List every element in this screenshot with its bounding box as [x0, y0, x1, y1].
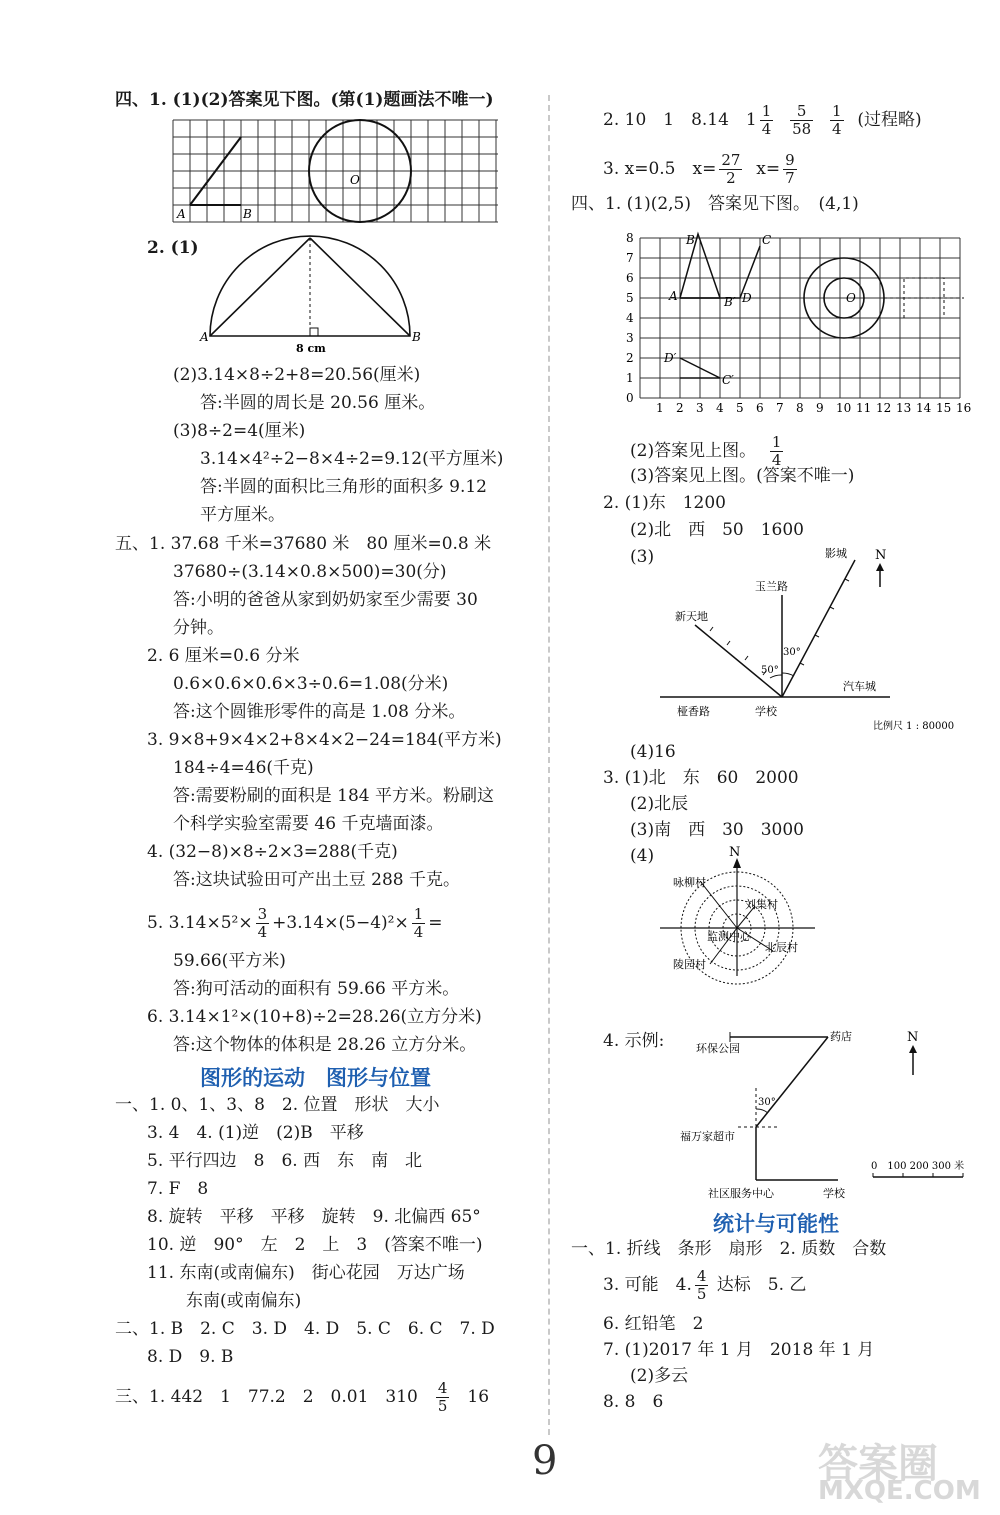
- s5-q5-fraction-1-num: 3: [257, 905, 268, 923]
- map1-angle30: 30°: [783, 647, 801, 658]
- map1-yingcheng: 影城: [825, 547, 847, 560]
- p2-q1: 二、1. B 2. C 3. D 4. D 5. C 6. C 7. D: [115, 1319, 495, 1339]
- s5-q1-answer-cont: 分钟。: [173, 618, 224, 638]
- r-q2-fraction-2-num: 5: [790, 103, 813, 121]
- semicircle-figure: [200, 238, 420, 356]
- s5-q5-fraction-1: [256, 906, 270, 941]
- r4-q1-part2-fraction-num: 1: [771, 433, 782, 451]
- coord-label-a: A: [669, 289, 678, 303]
- r4-q4: 4. 示例:: [603, 1031, 665, 1051]
- r4-q3-part4: (4): [630, 846, 655, 866]
- x-tick-label: 1: [656, 401, 664, 415]
- s5-q4-answer: 答:这块试验田可产出土豆 288 千克。: [173, 870, 460, 890]
- s5-q5-fraction-2: [412, 906, 426, 941]
- r4-q2-part4: (4)16: [630, 742, 676, 762]
- r-q3: [603, 152, 800, 187]
- s5-q2-calc: 0.6×0.6×0.6×3÷0.6=1.08(分米): [173, 674, 449, 694]
- coord-label-b-prime: B′: [724, 295, 736, 309]
- s5-q3-answer-cont: 个科学实验室需要 46 千克墙面漆。: [173, 814, 444, 834]
- semicircle-label-a: A: [200, 330, 209, 344]
- page-number: 9: [532, 1438, 558, 1484]
- r4-q2-part1: 2. (1)东 1200: [603, 493, 726, 513]
- r-q3-fraction-2-num: 9: [785, 151, 795, 169]
- r-q2-fraction-1-den: 4: [761, 120, 772, 138]
- s5-q5-part-c: =: [428, 913, 443, 933]
- r4-q1-part2-text: (2)答案见上图。: [630, 441, 757, 461]
- r4-q3-part2: (2)北辰: [630, 794, 689, 814]
- p3-q1-part-b: 16: [467, 1387, 490, 1407]
- t1-q1: 一、1. 折线 条形 扇形 2. 质数 合数: [571, 1239, 887, 1259]
- r-q2-fraction-3-num: 1: [832, 102, 842, 120]
- direction-map-2: [655, 846, 825, 984]
- s5-q5-result: 59.66(平方米): [173, 951, 286, 971]
- r-q3-fraction-1: [719, 152, 742, 187]
- q2-part2: (2)3.14×8÷2+8=20.56(厘米): [173, 365, 421, 385]
- map3-fuwanjia: 福万家超市: [680, 1130, 735, 1143]
- r4-q1-part3: (3)答案见上图。(答案不唯一): [630, 466, 855, 486]
- y-tick-label: 0: [626, 391, 634, 405]
- s5-q3: 3. 9×8+9×4×2+8×4×2−24=184(平方米): [147, 730, 502, 750]
- p1-q1: 一、1. 0、1、3、8 2. 位置 形状 大小: [115, 1095, 440, 1115]
- r-q3-fraction-2: [783, 152, 797, 187]
- y-tick-label: 7: [626, 251, 634, 265]
- p1-q10: 10. 逆 90° 左 2 上 3 (答案不唯一): [147, 1235, 483, 1255]
- x-tick-label: 8: [796, 401, 804, 415]
- y-tick-label: 3: [626, 331, 634, 345]
- r4-q3-part3: (3)南 西 30 3000: [630, 820, 804, 840]
- map2-yongliucun: 咏柳村: [673, 876, 706, 889]
- watermark-cn: 答案圈: [818, 1441, 938, 1487]
- p1-q11: 11. 东南(或南偏东) 街心花园 万达广场: [147, 1263, 465, 1283]
- coord-label-d: D: [742, 291, 752, 305]
- s5-q1-calc: 37680÷(3.14×0.8×500)=30(分): [173, 562, 447, 582]
- p1-q8: 8. 旋转 平移 平移 旋转 9. 北偏西 65°: [147, 1207, 481, 1227]
- s5-q2-answer: 答:这个圆锥形零件的高是 1.08 分米。: [173, 702, 466, 722]
- map2-lingyuancun: 陵园村: [673, 958, 706, 971]
- map3-scale: 0 100 200 300 米: [871, 1161, 965, 1172]
- p2-q8: 8. D 9. B: [147, 1347, 234, 1367]
- r4-q1-part2-fraction-den: 4: [771, 451, 782, 469]
- s5-q3-answer: 答:需要粉刷的面积是 184 平方米。粉刷这: [173, 786, 494, 806]
- p3-q1-fraction: [436, 1380, 450, 1415]
- grid-label-a: A: [177, 207, 186, 221]
- map3-angle30: 30°: [758, 1097, 776, 1108]
- t1-q3-part-b: 达标 5. 乙: [716, 1275, 807, 1295]
- s5-q2: 2. 6 厘米=0.6 分米: [147, 646, 300, 666]
- p3-q1: [115, 1380, 489, 1415]
- x-tick-label: 4: [716, 401, 724, 415]
- x-tick-label: 9: [816, 401, 824, 415]
- map1-xuexiao: 学校: [755, 705, 777, 718]
- map3-north: N: [907, 1030, 919, 1045]
- p3-q1-part-a: 三、1. 442 1 77.2 2 0.01 310: [115, 1387, 418, 1407]
- x-tick-label: 11: [856, 401, 872, 415]
- r-q2-fraction-1: [760, 103, 774, 138]
- r-q3-part-a: 3. x=0.5 x=: [603, 159, 717, 179]
- t1-q3-fraction-num: 4: [696, 1267, 707, 1285]
- t1-q3-fraction-den: 5: [696, 1285, 707, 1303]
- r4-q1-part2-fraction: [770, 434, 784, 469]
- r-q2-fraction-1-num: 1: [761, 102, 772, 120]
- r-q2-fraction-2: [790, 103, 813, 138]
- r4-q3-part1: 3. (1)北 东 60 2000: [603, 768, 799, 788]
- map1-scale: 比例尺 1 : 80000: [873, 721, 955, 732]
- x-tick-label: 6: [756, 401, 764, 415]
- s5-q6: 6. 3.14×1²×(10+8)÷2=28.26(立方分米): [147, 1007, 482, 1027]
- y-tick-label: 5: [626, 291, 634, 305]
- t1-q7: 7. (1)2017 年 1 月 2018 年 1 月: [603, 1340, 875, 1360]
- x-tick-label: 2: [676, 401, 684, 415]
- s5-q5-part-b: +3.14×(5−4)²×: [272, 913, 409, 933]
- s5-q6-answer: 答:这个物体的体积是 28.26 立方分米。: [173, 1035, 477, 1055]
- t1-q8: 8. 8 6: [603, 1392, 664, 1412]
- r-q3-part-b: x=: [756, 159, 781, 179]
- s5-q4: 4. (32−8)×8÷2×3=288(千克): [147, 842, 398, 862]
- y-tick-label: 8: [626, 231, 634, 245]
- heading-statistics: 统计与可能性: [713, 1212, 839, 1236]
- p3-q1-fraction-den: 5: [437, 1397, 448, 1415]
- map1-qichecheng: 汽车城: [843, 680, 876, 693]
- coordinate-grid: [624, 224, 972, 415]
- coord-label-c: C: [762, 233, 772, 247]
- x-tick-label: 3: [696, 401, 704, 415]
- direction-map-1: [655, 545, 990, 740]
- x-tick-label: 13: [896, 401, 912, 415]
- coord-label-b: B: [686, 233, 695, 247]
- grid-label-o: O: [350, 173, 360, 187]
- grid-label-b: B: [243, 207, 252, 221]
- s5-q3-calc: 184÷4=46(千克): [173, 758, 314, 778]
- x-tick-label: 7: [776, 401, 784, 415]
- q2-part3-answer: 答:半圆的面积比三角形的面积多 9.12: [200, 477, 487, 497]
- column-divider: [548, 95, 550, 1435]
- section-4-q2: 2. (1): [147, 238, 199, 258]
- x-tick-label: 10: [836, 401, 852, 415]
- watermark-en: MXQE.COM: [818, 1476, 981, 1506]
- r-section-4-q1: 四、1. (1)(2,5) 答案见下图。 (4,1): [571, 194, 859, 214]
- map1-yingxianglu: 桠香路: [677, 705, 710, 718]
- s5-q5-part-a: 5. 3.14×5²×: [147, 913, 253, 933]
- p1-q7: 7. F 8: [147, 1179, 209, 1199]
- semicircle-base-label: 8 cm: [296, 342, 326, 355]
- r4-q2-part3: (3): [630, 547, 655, 567]
- r-q2-fraction-2-den: 58: [792, 120, 812, 138]
- t1-q3: [603, 1268, 806, 1303]
- map1-xintiandi: 新天地: [675, 610, 708, 623]
- map1-north: N: [875, 548, 887, 563]
- map2-north: N: [729, 845, 741, 860]
- r4-q1-part2: [630, 434, 786, 469]
- y-tick-label: 2: [626, 351, 634, 365]
- r-q3-fraction-1-den: 2: [726, 169, 736, 187]
- x-tick-label: 16: [956, 401, 972, 415]
- x-tick-label: 12: [876, 401, 892, 415]
- x-tick-label: 14: [916, 401, 932, 415]
- r-q3-fraction-1-num: 27: [721, 151, 741, 169]
- p1-q5: 5. 平行四边 8 6. 西 东 南 北: [147, 1151, 423, 1171]
- map3-huanbao: 环保公园: [696, 1042, 740, 1055]
- map2-beichencun: 北辰村: [765, 941, 798, 954]
- r-q2-fraction-3: [830, 103, 844, 138]
- t1-q7-part2: (2)多云: [630, 1366, 689, 1386]
- q2-part3: (3)8÷2=4(厘米): [173, 421, 306, 441]
- t1-q3-part-a: 3. 可能 4.: [603, 1275, 692, 1295]
- r-q2-part-b: (过程略): [857, 110, 922, 130]
- map3-xuexiao: 学校: [823, 1187, 845, 1200]
- map1-yulanlu: 玉兰路: [755, 580, 788, 593]
- map2-liujicun: 刘集村: [745, 898, 778, 911]
- s5-q5-fraction-2-num: 1: [413, 905, 424, 923]
- map3-shequ: 社区服务中心: [708, 1187, 774, 1200]
- p1-q3: 3. 4 4. (1)逆 (2)B 平移: [147, 1123, 364, 1143]
- y-tick-label: 1: [626, 371, 634, 385]
- coord-label-d-prime: D′: [664, 351, 677, 365]
- y-tick-label: 4: [626, 311, 634, 325]
- coord-label-o: O: [846, 291, 856, 305]
- x-tick-label: 5: [736, 401, 744, 415]
- grid-figure: [173, 120, 498, 224]
- r-q2-fraction-3-den: 4: [832, 120, 842, 138]
- r-q2-part-a: 2. 10 1 8.14 1: [603, 110, 757, 130]
- s5-q5-fraction-1-den: 4: [257, 923, 268, 941]
- s5-q1-answer: 答:小明的爸爸从家到奶奶家至少需要 30: [173, 590, 478, 610]
- s5-q5: [147, 906, 443, 941]
- t1-q3-fraction: [695, 1268, 709, 1303]
- p1-q11-cont: 东南(或南偏东): [186, 1291, 302, 1311]
- q2-part3-answer-cont: 平方厘米。: [200, 505, 285, 525]
- coord-label-c-prime: C′: [722, 373, 734, 387]
- s5-q5-fraction-2-den: 4: [413, 923, 424, 941]
- s5-q5-answer: 答:狗可活动的面积有 59.66 平方米。: [173, 979, 460, 999]
- map1-angle50: 50°: [761, 665, 779, 676]
- r-q2: [603, 103, 922, 138]
- section-4-q1: 四、1. (1)(2)答案见下图。(第(1)题画法不唯一): [115, 90, 494, 110]
- t1-q6: 6. 红铅笔 2: [603, 1314, 704, 1334]
- section-5-q1: 五、1. 37.68 千米=37680 米 80 厘米=0.8 米: [115, 534, 492, 554]
- route-map: [678, 1025, 988, 1200]
- y-tick-label: 6: [626, 271, 634, 285]
- heading-shape-motion: 图形的运动 图形与位置: [200, 1066, 431, 1090]
- q2-part2-answer: 答:半圆的周长是 20.56 厘米。: [200, 393, 436, 413]
- r4-q2-part2: (2)北 西 50 1600: [630, 520, 804, 540]
- semicircle-label-b: B: [412, 330, 421, 344]
- p3-q1-fraction-num: 4: [437, 1379, 448, 1397]
- map3-yaodian: 药店: [830, 1030, 852, 1043]
- q2-part3-calc: 3.14×4²÷2−8×4÷2=9.12(平方厘米): [200, 449, 504, 469]
- r-q3-fraction-2-den: 7: [785, 169, 795, 187]
- x-tick-label: 15: [936, 401, 952, 415]
- map2-jiance: 监测中心: [707, 930, 751, 943]
